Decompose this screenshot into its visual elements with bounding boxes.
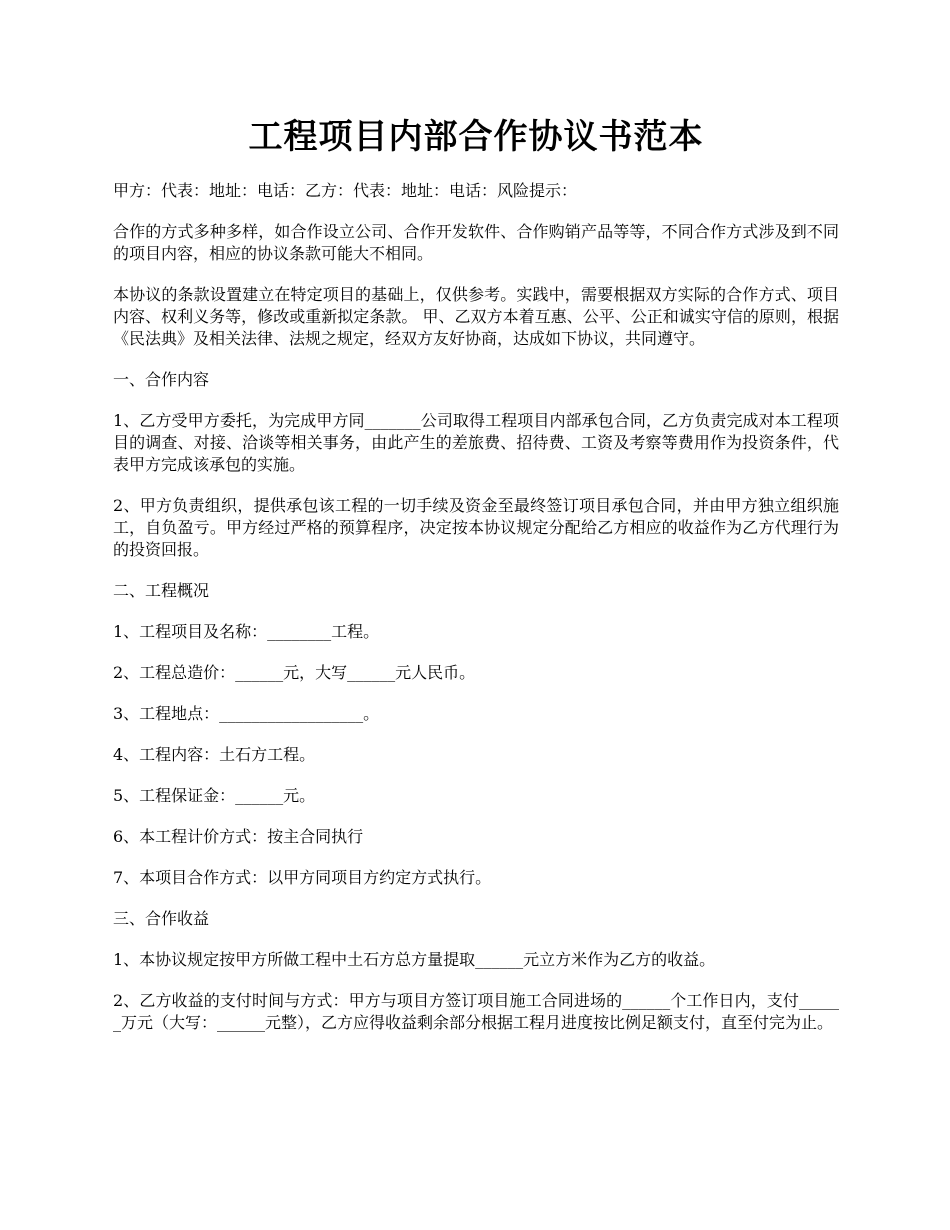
document-title: 工程项目内部合作协议书范本 bbox=[248, 117, 704, 157]
section-heading-project-overview: 二、工程概况 bbox=[113, 581, 210, 600]
clause-1-1: 1、乙方受甲方委托，为完成甲方同_______公司取得工程项目内部承包合同，乙方负责完成对本工程项目的调查、对接、洽谈等相关事务，由此产生的差旅费、招待费、工资及考察等费用作为投资条件，代表甲方完成该承包的实施。 bbox=[113, 411, 839, 474]
clause-2-4: 4、工程内容：土石方工程。 bbox=[113, 745, 316, 764]
clause-2-1: 1、工程项目及名称：________工程。 bbox=[113, 622, 380, 641]
clause-2-7: 7、本项目合作方式：以甲方同项目方约定方式执行。 bbox=[113, 868, 492, 887]
clause-2-2: 2、工程总造价：______元，大写______元人民币。 bbox=[113, 663, 476, 682]
clause-2-6: 6、本工程计价方式：按主合同执行 bbox=[113, 827, 364, 846]
clause-3-1: 1、本协议规定按甲方所做工程中土石方总方量提取______元立方米作为乙方的收益。 bbox=[113, 950, 716, 969]
section-heading-cooperation-revenue: 三、合作收益 bbox=[113, 909, 210, 928]
document-page bbox=[113, 0, 839, 1034]
paragraph-agreement-basis: 本协议的条款设置建立在特定项目的基础上，仅供参考。实践中，需要根据双方实际的合作方式、项目内容、权利义务等，修改或重新拟定条款。 甲、乙双方本着互惠、公平、公正和诚实守信的原则，根据《民法典》及相关法律、法规之规定，经双方友好协商，达成如下协议，共同遵守。 bbox=[113, 285, 839, 348]
section-heading-cooperation-content: 一、合作内容 bbox=[113, 370, 210, 389]
clause-3-2: 2、乙方收益的支付时间与方式：甲方与项目方签订项目施工合同进场的______个工作日内，支付______万元（大写：______元整），乙方应得收益剩余部分根据工程月进度按比例足额支付，直至付完为止。 bbox=[113, 991, 839, 1032]
clause-1-2: 2、甲方负责组织，提供承包该工程的一切手续及资金至最终签订项目承包合同，并由甲方独立组织施工，自负盈亏。甲方经过严格的预算程序，决定按本协议规定分配给乙方相应的收益作为乙方代理行为的投资回报。 bbox=[113, 496, 839, 559]
clause-2-3: 3、工程地点：__________________。 bbox=[113, 704, 380, 723]
parties-line: 甲方：代表：地址：电话：乙方：代表：地址：电话：风险提示： bbox=[113, 181, 578, 200]
clause-2-5: 5、工程保证金：______元。 bbox=[113, 786, 316, 805]
paragraph-cooperation-types: 合作的方式多种多样，如合作设立公司、合作开发软件、合作购销产品等等，不同合作方式涉及到不同的项目内容，相应的协议条款可能大不相同。 bbox=[113, 222, 839, 263]
